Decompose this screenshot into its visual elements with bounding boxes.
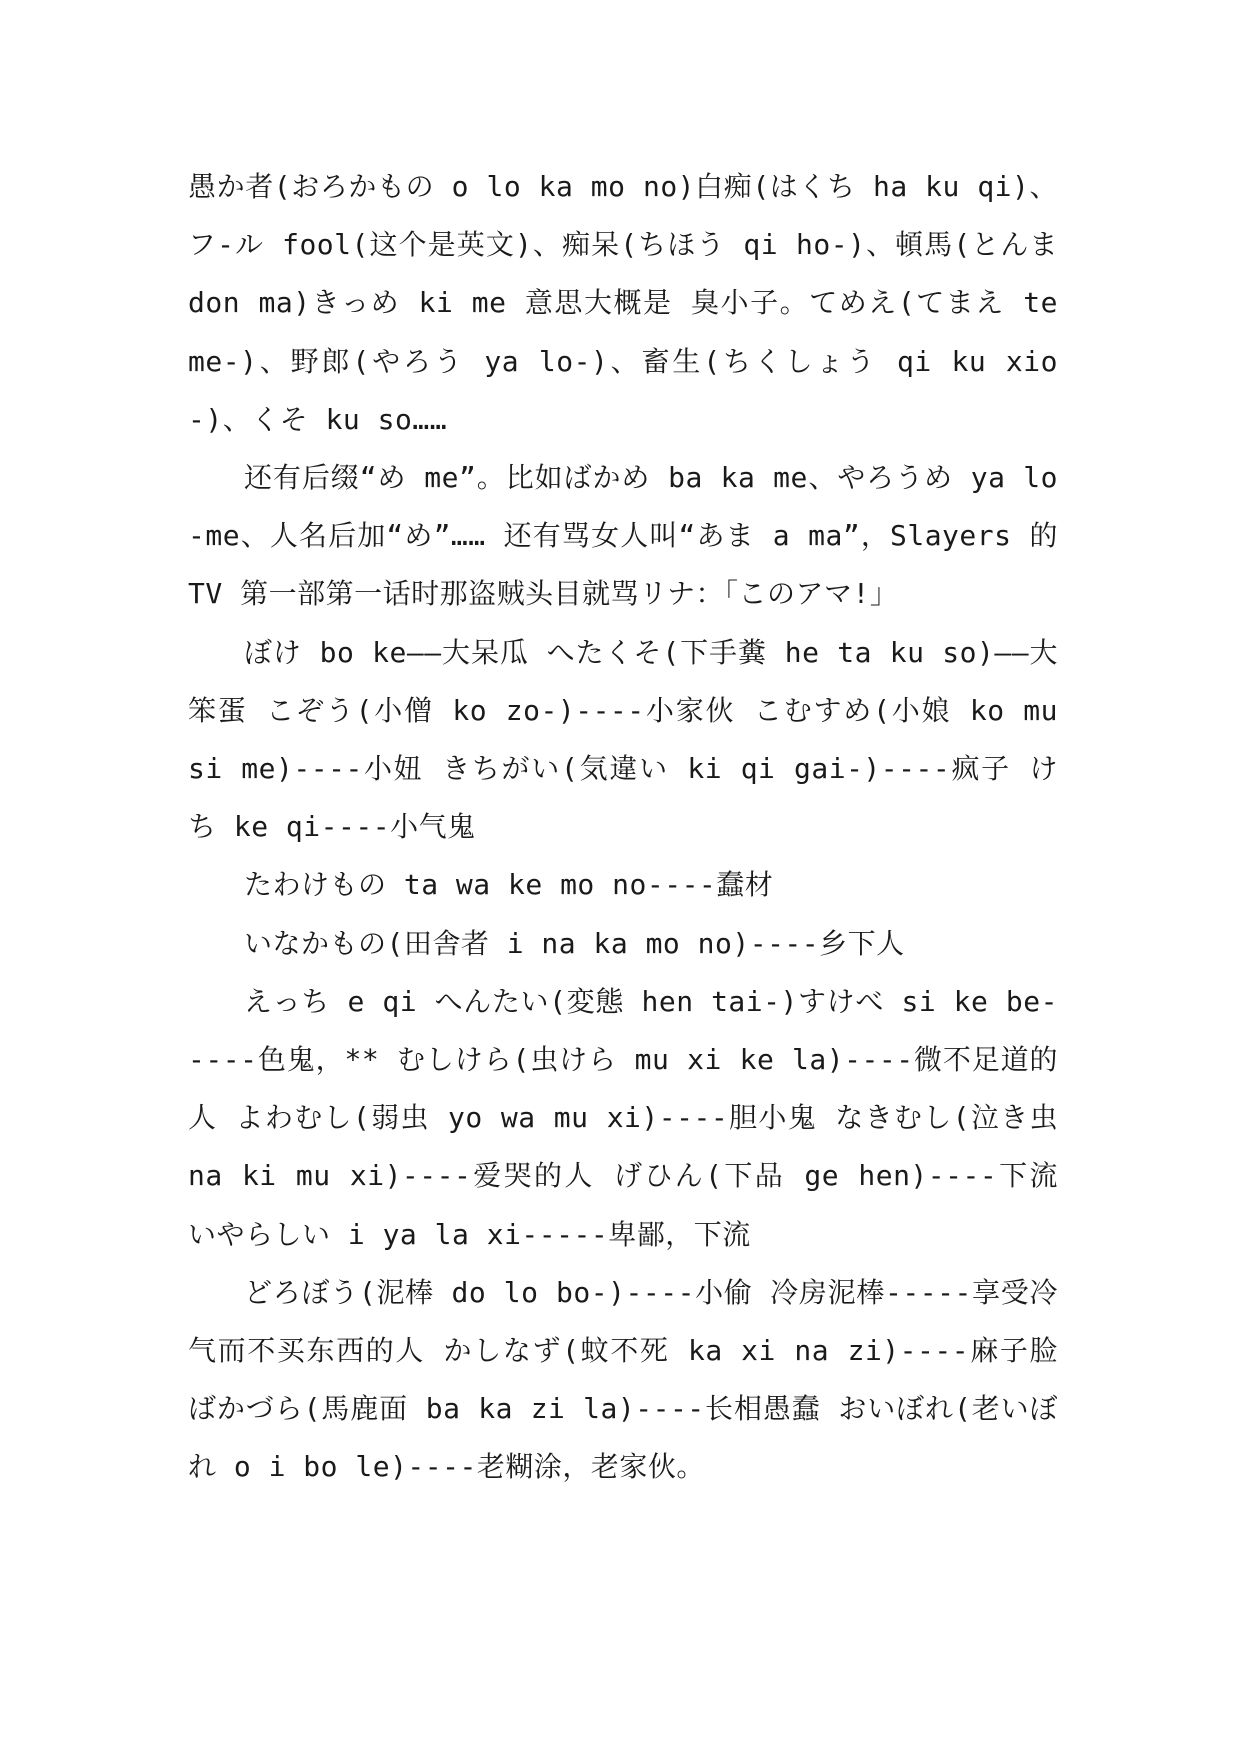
paragraph-suffix-me: 还有后缀“め me”。比如ばかめ ba ka me、やろうめ ya lo-me、人名后加“め”…… 还有骂女人叫“あま a ma”，Slayers 的 TV 第一部第一话时那盗贼头目就骂リナ：「このアマ!」 bbox=[188, 461, 1058, 611]
document-body bbox=[188, 158, 1058, 1497]
paragraph-tawakemono: たわけもの ta wa ke mo no----蠢材 bbox=[244, 868, 774, 902]
paragraph-boke: ぼけ bo ke——大呆瓜 へたくそ(下手糞 he ta ku so)——大笨蛋 こぞう(小僧 ko zo-)----小家伙 こむすめ(小娘 ko mu si me)----小妞 きちがい(気違い ki qi gai-)----疯子 けち ke qi----小气鬼 bbox=[188, 635, 1058, 844]
paragraph-ecchi: えっち e qi へんたい(変態 hen tai-)すけべ si ke be-----色鬼，** むしけら(虫けら mu xi ke la)----微不足道的人 よわむし(弱虫 yo wa mu xi)----胆小鬼 なきむし(泣き虫 na ki mu xi)----爱哭的人 げひん(下品 ge hen)----下流 いやらしい i ya la xi-----卑鄙，下流 bbox=[188, 984, 1058, 1251]
paragraph-dorobou: どろぼう(泥棒 do lo bo-)----小偷 冷房泥棒-----享受冷气而不买东西的人 かしなず(蚊不死 ka xi na zi)----麻子脸 ばかづら(馬鹿面 ba ka zi la)----长相愚蠢 おいぼれ(老いぼれ o i bo le)----老糊涂，老家伙。 bbox=[188, 1275, 1058, 1484]
paragraph-inakamono: いなかもの(田舎者 i na ka mo no)----乡下人 bbox=[244, 926, 905, 960]
paragraph-insults-list: 愚か者(おろかもの o lo ka mo no)白痴(はくち ha ku qi)、フ-ル fool(这个是英文)、痴呆(ちほう qi ho-)、頓馬(とんま don ma)きっめ ki me 意思大概是 臭小子。てめえ(てまえ te me-)、野郎(やろう ya lo-)、畜生(ちくしょう qi ku xio-)、くそ ku so…… bbox=[188, 170, 1058, 436]
